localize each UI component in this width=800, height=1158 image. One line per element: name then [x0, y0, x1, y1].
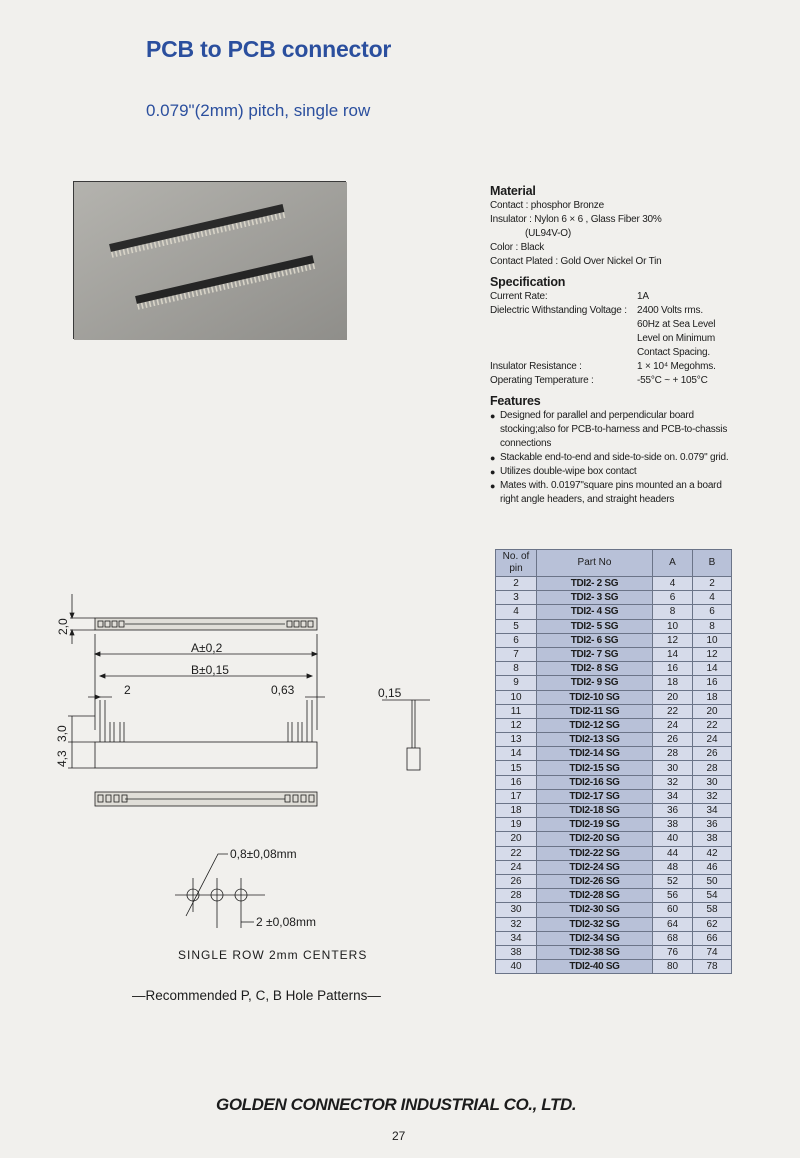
table-row: [496, 860, 732, 874]
cell-b: 36: [693, 818, 732, 832]
cell-b: 4: [693, 591, 732, 605]
specification-heading: Specification: [490, 275, 566, 289]
temp-label: Operating Temperature :: [490, 375, 594, 386]
cell-b: 18: [693, 690, 732, 704]
company-name: GOLDEN CONNECTOR INDUSTRIAL CO., LTD.: [216, 1095, 577, 1114]
cell-b: 50: [693, 874, 732, 888]
cell-part-no: TDI2-16 SG: [537, 775, 653, 789]
cell-a: 20: [653, 690, 693, 704]
cell-a: 10: [653, 619, 693, 633]
dim-height-label: 2,0: [56, 618, 70, 635]
feature-item: ● Utilizes double-wipe box contact: [490, 466, 637, 477]
features-heading: Features: [490, 394, 541, 408]
dim-pin-height-label: 4,3: [55, 750, 69, 767]
cell-pin-count: 6: [496, 633, 537, 647]
resistance-label: Insulator Resistance :: [490, 361, 582, 372]
feature-item: ● Designed for parallel and perpendicular board stocking;also for PCB-to-harness and PCB-to-chassis connections: [490, 410, 728, 449]
cell-pin-count: 4: [496, 605, 537, 619]
page-title: PCB to PCB connector: [146, 36, 392, 62]
hole-pattern: [175, 854, 265, 928]
table-row: [496, 903, 732, 917]
cell-part-no: TDI2-10 SG: [537, 690, 653, 704]
current-label: Current Rate:: [490, 291, 548, 302]
cell-a: 24: [653, 718, 693, 732]
cell-b: 12: [693, 647, 732, 661]
dim-pin-width-label: 0,15: [378, 686, 402, 700]
cell-b: 24: [693, 733, 732, 747]
cell-part-no: TDI2-15 SG: [537, 761, 653, 775]
cell-a: 48: [653, 860, 693, 874]
connector-top-view: [95, 618, 317, 630]
cell-a: 30: [653, 761, 693, 775]
connector-bottom-view: [95, 792, 317, 806]
material-heading: Material: [490, 184, 536, 198]
cell-part-no: TDI2- 2 SG: [537, 577, 653, 591]
page-number: 27: [392, 1129, 406, 1143]
dim-pitch-label: 2: [124, 683, 131, 697]
cell-b: 16: [693, 676, 732, 690]
resistance-value: 1 × 10⁴ Megohms.: [637, 361, 716, 372]
cell-b: 2: [693, 577, 732, 591]
cell-a: 18: [653, 676, 693, 690]
table-row: [496, 874, 732, 888]
table-row: [496, 704, 732, 718]
cell-part-no: TDI2-30 SG: [537, 903, 653, 917]
table-row: [496, 931, 732, 945]
cell-a: 44: [653, 846, 693, 860]
cell-part-no: TDI2-13 SG: [537, 733, 653, 747]
cell-pin-count: 12: [496, 718, 537, 732]
cell-b: 6: [693, 605, 732, 619]
table-row: [496, 605, 732, 619]
cell-pin-count: 16: [496, 775, 537, 789]
specifications-block: [490, 183, 790, 507]
cell-pin-count: 2: [496, 577, 537, 591]
cell-a: 22: [653, 704, 693, 718]
cell-pin-count: 19: [496, 818, 537, 832]
cell-b: 26: [693, 747, 732, 761]
dielectric-value-3: Level on Minimum: [637, 333, 715, 344]
cell-a: 56: [653, 889, 693, 903]
cell-pin-count: 32: [496, 917, 537, 931]
current-value: 1A: [637, 291, 649, 302]
cell-pin-count: 18: [496, 804, 537, 818]
dim-b-label: B±0,15: [191, 663, 229, 677]
dim-end-label: 0,63: [271, 683, 295, 697]
cell-part-no: TDI2- 5 SG: [537, 619, 653, 633]
cell-pin-count: 17: [496, 789, 537, 803]
bullet-icon: ●: [490, 481, 496, 491]
table-row: [496, 577, 732, 591]
bullet-icon: ●: [490, 411, 496, 421]
cell-b: 20: [693, 704, 732, 718]
bullet-icon: ●: [490, 467, 496, 477]
cell-a: 16: [653, 662, 693, 676]
cell-a: 64: [653, 917, 693, 931]
cell-part-no: TDI2-14 SG: [537, 747, 653, 761]
page-subtitle: 0.079"(2mm) pitch, single row: [146, 101, 371, 120]
dim-a-label: A±0,2: [191, 641, 223, 655]
dielectric-value-2: 60Hz at Sea Level: [637, 319, 716, 330]
cell-part-no: TDI2- 4 SG: [537, 605, 653, 619]
cell-b: 62: [693, 917, 732, 931]
cell-part-no: TDI2-38 SG: [537, 945, 653, 959]
cell-pin-count: 13: [496, 733, 537, 747]
dim-hole-pitch-label: 2 ±0,08mm: [256, 915, 316, 929]
table-row: [496, 619, 732, 633]
cell-part-no: TDI2- 7 SG: [537, 647, 653, 661]
header-part-no: Part No: [537, 550, 653, 577]
dim-hole-label: 0,8±0,08mm: [230, 847, 297, 861]
cell-a: 28: [653, 747, 693, 761]
cell-a: 14: [653, 647, 693, 661]
cell-a: 34: [653, 789, 693, 803]
cell-pin-count: 8: [496, 662, 537, 676]
table-header-row: [496, 550, 732, 577]
table-row: [496, 775, 732, 789]
cell-pin-count: 11: [496, 704, 537, 718]
cell-b: 66: [693, 931, 732, 945]
header-a: A: [653, 550, 693, 577]
cell-pin-count: 34: [496, 931, 537, 945]
cell-part-no: TDI2-22 SG: [537, 846, 653, 860]
cell-pin-count: 14: [496, 747, 537, 761]
cell-a: 68: [653, 931, 693, 945]
temp-value: -55°C ~ + 105°C: [637, 375, 708, 386]
cell-b: 32: [693, 789, 732, 803]
connector-side-view: [95, 700, 317, 768]
table-row: [496, 804, 732, 818]
bullet-icon: ●: [490, 453, 496, 463]
cell-b: 8: [693, 619, 732, 633]
cell-b: 42: [693, 846, 732, 860]
material-insulator-rating: (UL94V-O): [525, 228, 571, 239]
cell-pin-count: 40: [496, 960, 537, 974]
dielectric-label: Dielectric Withstanding Voltage :: [490, 305, 627, 316]
cell-a: 52: [653, 874, 693, 888]
centers-label: SINGLE ROW 2mm CENTERS: [178, 948, 368, 962]
cell-a: 40: [653, 832, 693, 846]
product-photo: [73, 181, 346, 339]
cell-pin-count: 30: [496, 903, 537, 917]
dimension-drawing: [50, 580, 450, 929]
cell-a: 12: [653, 633, 693, 647]
cell-part-no: TDI2-12 SG: [537, 718, 653, 732]
cell-pin-count: 20: [496, 832, 537, 846]
connector-photo-image: [74, 182, 347, 340]
dielectric-value: 2400 Volts rms.: [637, 305, 703, 316]
cell-pin-count: 38: [496, 945, 537, 959]
cell-b: 28: [693, 761, 732, 775]
hole-pattern-caption: —Recommended P, C, B Hole Patterns—: [132, 988, 381, 1003]
cell-pin-count: 3: [496, 591, 537, 605]
material-plating: Contact Plated : Gold Over Nickel Or Tin: [490, 256, 662, 267]
cell-b: 54: [693, 889, 732, 903]
cell-a: 36: [653, 804, 693, 818]
table-row: [496, 647, 732, 661]
cell-b: 30: [693, 775, 732, 789]
cell-pin-count: 10: [496, 690, 537, 704]
cell-a: 80: [653, 960, 693, 974]
cell-part-no: TDI2- 8 SG: [537, 662, 653, 676]
cell-a: 6: [653, 591, 693, 605]
cell-pin-count: 26: [496, 874, 537, 888]
table-row: [496, 960, 732, 974]
cell-a: 4: [653, 577, 693, 591]
cell-part-no: TDI2-34 SG: [537, 931, 653, 945]
cell-part-no: TDI2-28 SG: [537, 889, 653, 903]
material-contact: Contact : phosphor Bronze: [490, 200, 604, 211]
header-b: B: [693, 550, 732, 577]
feature-item: ● Stackable end-to-end and side-to-side on. 0.079" grid.: [490, 452, 729, 463]
cell-a: 32: [653, 775, 693, 789]
table-row: [496, 633, 732, 647]
material-insulator: Insulator : Nylon 6 × 6 , Glass Fiber 30%: [490, 214, 662, 225]
table-row: [496, 690, 732, 704]
header-pin-count: No. of pin: [496, 550, 537, 577]
table-row: [496, 846, 732, 860]
table-row: [496, 733, 732, 747]
cell-a: 26: [653, 733, 693, 747]
table-row: [496, 718, 732, 732]
table-row: [496, 945, 732, 959]
dim-body-height-label: 3,0: [55, 725, 69, 742]
cell-pin-count: 24: [496, 860, 537, 874]
cell-b: 38: [693, 832, 732, 846]
cell-pin-count: 7: [496, 647, 537, 661]
cell-part-no: TDI2-11 SG: [537, 704, 653, 718]
cell-part-no: TDI2-40 SG: [537, 960, 653, 974]
cell-part-no: TDI2-18 SG: [537, 804, 653, 818]
cell-pin-count: 5: [496, 619, 537, 633]
table-row: [496, 818, 732, 832]
table-row: [496, 889, 732, 903]
cell-a: 76: [653, 945, 693, 959]
feature-item: ● Mates with. 0.0197"square pins mounted an a board right angle headers, and straight headers: [490, 480, 722, 505]
table-row: [496, 789, 732, 803]
dielectric-value-4: Contact Spacing.: [637, 347, 710, 358]
cell-pin-count: 9: [496, 676, 537, 690]
cell-part-no: TDI2-20 SG: [537, 832, 653, 846]
cell-part-no: TDI2-17 SG: [537, 789, 653, 803]
cell-b: 74: [693, 945, 732, 959]
table-row: [496, 917, 732, 931]
cell-part-no: TDI2- 3 SG: [537, 591, 653, 605]
cell-a: 8: [653, 605, 693, 619]
cell-part-no: TDI2-24 SG: [537, 860, 653, 874]
cell-b: 46: [693, 860, 732, 874]
material-color: Color : Black: [490, 242, 545, 253]
part-number-table: [495, 549, 732, 974]
cell-part-no: TDI2- 6 SG: [537, 633, 653, 647]
table-row: [496, 832, 732, 846]
cell-part-no: TDI2-19 SG: [537, 818, 653, 832]
cell-a: 60: [653, 903, 693, 917]
cell-a: 38: [653, 818, 693, 832]
cell-b: 10: [693, 633, 732, 647]
cell-pin-count: 22: [496, 846, 537, 860]
table-row: [496, 761, 732, 775]
cell-pin-count: 15: [496, 761, 537, 775]
cell-b: 34: [693, 804, 732, 818]
cell-b: 58: [693, 903, 732, 917]
cell-b: 14: [693, 662, 732, 676]
table-row: [496, 591, 732, 605]
cell-part-no: TDI2-32 SG: [537, 917, 653, 931]
cell-part-no: TDI2- 9 SG: [537, 676, 653, 690]
cell-pin-count: 28: [496, 889, 537, 903]
cell-part-no: TDI2-26 SG: [537, 874, 653, 888]
cell-b: 78: [693, 960, 732, 974]
table-row: [496, 662, 732, 676]
table-row: [496, 676, 732, 690]
table-row: [496, 747, 732, 761]
cell-b: 22: [693, 718, 732, 732]
